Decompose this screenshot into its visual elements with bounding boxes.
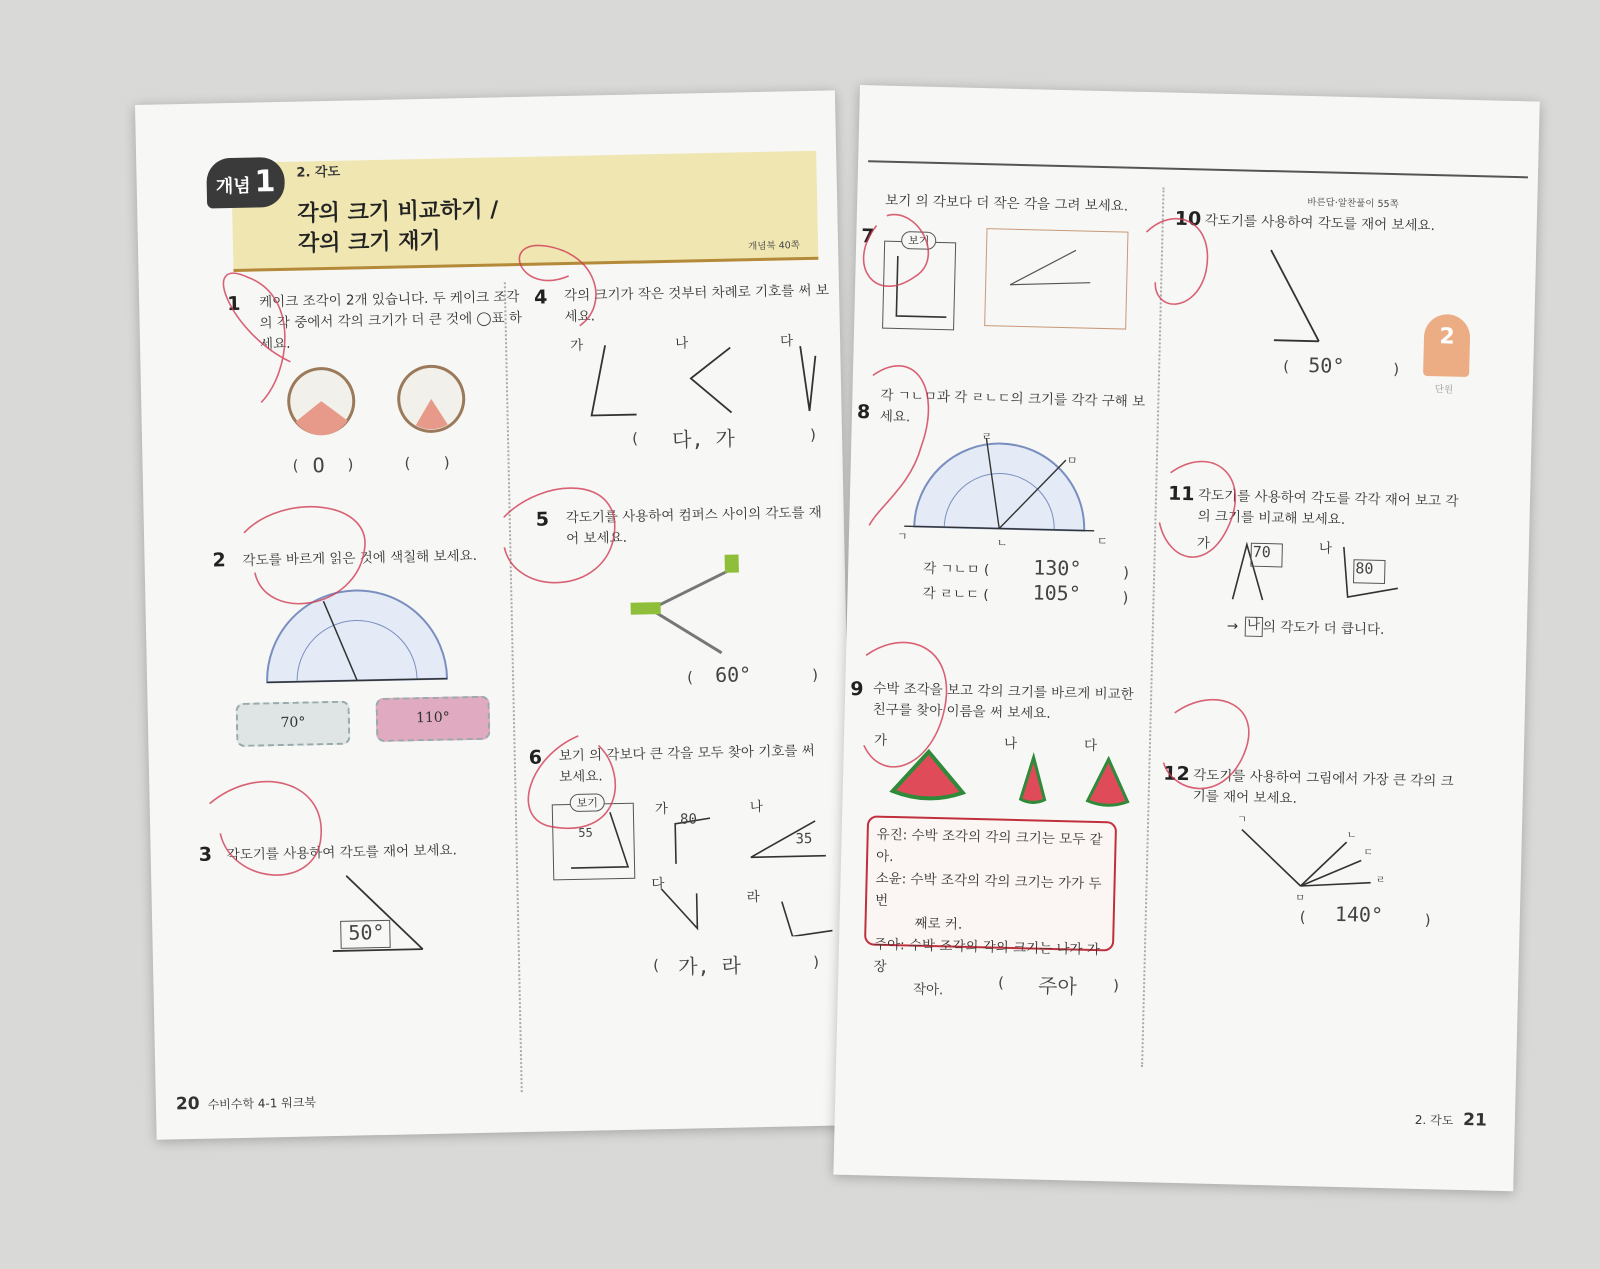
q11-number: 11: [1167, 482, 1195, 506]
q6-label-da: 다: [651, 876, 665, 893]
q5-text-2: 어 보세요.: [566, 529, 628, 548]
q9-text-2: 친구를 찾아 이름을 써 보세요.: [872, 701, 1051, 722]
right-page: 바른답·알찬풀이 55쪽 7 보기 의 각보다 더 작은 각을 그려 보세요. 보기 8 각 ㄱㄴㅁ과 각 ㄹㄴㄷ의 크기를 각각 구해 보 세요. ㄹ ㅁ ㄱ ㄴ ㄷ 각 ㄱㄴㅁ ( 130° ) 각 ㄹㄴㄷ ( 105° ) 9 수박 조각을 보고 각의 크기를 바르게 비교한 친구를 찾아 이름을 써 보세요. 가 나 다 유진: 수박 조각의 각의 크기는 모두 같아. 소윤: 수박 조각의 각의 크기는 가가 두 번 째로 커. 주아: 수박 조각의 각의 크기는 나가 가장 작아. ( 주아 ) 10 각도기를 사용하여 각도를 재어 보세요. ( 50° ) 11 각도기를 사용하여 각도를 각각 재어 보고 각 의 크기를 비교해 보세요. 가 나 70 80 → 나 의 각도가 더 큽니다. 12 각도기를 사용하여 그림에서 가장 큰 각의 크 기를 재어 보세요. ㄱ ㄴ ㄷ ㄹ ㅁ ( 140° ) 2 단원 2. 각도 21: [833, 85, 1539, 1191]
q1-answer-paren-2: ( ): [404, 453, 450, 473]
q8-point-mieum: ㅁ: [1066, 454, 1078, 468]
q7-number: 7: [861, 225, 875, 248]
q10-answer: 50°: [1307, 353, 1345, 378]
chapter-label: 2. 각도: [296, 164, 341, 181]
q4-text-2: 세요.: [564, 308, 596, 326]
q11-label-ga: 가: [1196, 535, 1211, 552]
q2-option-70[interactable]: 70°: [236, 701, 351, 747]
q6-mark-35: 35: [795, 830, 813, 848]
q1-text-3: 세요.: [259, 335, 291, 353]
book-title: 수비수학 4-1 워크북: [207, 1095, 317, 1112]
q12-point-rieul: ㄹ: [1375, 874, 1386, 887]
left-page: 개념 1 2. 각도 각의 크기 비교하기 / 각의 크기 재기 개념북 40쪽 1 케이크 조각이 2개 있습니다. 두 케이크 조각 의 각 중에서 각의 크기가 더 큰 것에 ◯표 하 세요. ( O ) ( ) 2 각도를 바르게 읽은 것에 색칠해 보세요. 70° 110° 3 각도기를 사용하여 각도를 재어 보세요. 50° 4 각의 크기가 작은 것부터 차례로 기호를 써 보 세요. 가 나 다 ( 다, 가 ) 5 각도기를 사용하여 컴퍼스 사이의 각도를 재 어 보세요. ( 60° ) 6 보기 의 각보다 큰 각을 모두 찾아 기호를 써 보세요. 보기 55 가 나 다 라 80 35 ( 가, 라 ) 20 수비수학 4-1 워크북: [135, 90, 857, 1139]
q8-answer-2: 105°: [1032, 580, 1082, 606]
q4-answer: 다, 가: [671, 426, 736, 452]
q6-text-2: 보세요.: [559, 768, 603, 786]
q4-label-da: 다: [779, 333, 794, 350]
q8-point-giyeok: ㄱ: [896, 530, 908, 544]
q12-number: 12: [1162, 762, 1190, 786]
right-page-number: 21: [1462, 1110, 1488, 1131]
q11-result-text: 의 각도가 더 큽니다.: [1262, 619, 1385, 638]
badge-word: 개념: [215, 175, 251, 198]
q6-bogi-angle-value: 55: [578, 825, 593, 840]
q1-answer: O: [312, 453, 325, 478]
q4-number: 4: [533, 286, 548, 309]
q9-jua-cont: 작아.: [912, 981, 944, 999]
q9-yujin: 유진: 수박 조각의 각의 크기는 모두 같아.: [875, 826, 1103, 866]
q8-text-2: 세요.: [879, 408, 911, 426]
q11-text-2: 의 크기를 비교해 보세요.: [1197, 508, 1346, 528]
page-title-line2: 각의 크기 재기: [297, 228, 442, 257]
q8-number: 8: [856, 401, 871, 424]
q12-point-mieum: ㅁ: [1295, 892, 1306, 905]
q8-row-1: 각 ㄱㄴㅁ (: [923, 560, 990, 579]
q5-number: 5: [535, 508, 550, 531]
q6-mark-80: 80: [679, 811, 698, 828]
q12-point-giyeok: ㄱ: [1237, 814, 1247, 826]
badge-number: 1: [254, 164, 276, 200]
q9-soyun-cont: 째로 커.: [914, 915, 963, 933]
q7-bogi-tag: 보기: [901, 231, 937, 250]
q12-point-nieun: ㄴ: [1346, 830, 1357, 842]
q2-number: 2: [212, 549, 227, 572]
left-footer: [176, 1091, 316, 1114]
q11-answer-b: 80: [1355, 559, 1374, 578]
q11-label-na: 나: [1318, 540, 1333, 557]
q3-number: 3: [198, 843, 213, 866]
red-pencil-marks: [135, 90, 857, 1139]
q12-answer: 140°: [1334, 901, 1384, 928]
q6-label-na: 나: [749, 799, 764, 816]
q9-soyun: 소윤: 수박 조각의 각의 크기는 가가 두 번: [874, 870, 1102, 909]
q8-point-rieul: ㄹ: [981, 430, 993, 444]
red-pencil-marks: [833, 85, 1539, 1191]
q1-text-1: 케이크 조각이 2개 있습니다. 두 케이크 조각: [258, 288, 520, 311]
q11-arrow: →: [1226, 618, 1239, 635]
q1-text-2: 의 각 중에서 각의 크기가 더 큰 것에 ◯표 하: [259, 309, 523, 332]
q5-answer: 60°: [714, 662, 752, 687]
q8-point-nieun: ㄴ: [996, 536, 1008, 550]
left-page-number: 20: [175, 1093, 200, 1115]
q4-label-ga: 가: [569, 337, 584, 354]
q9-label-ga: 가: [873, 732, 888, 749]
q4-label-na: 나: [674, 335, 689, 352]
q12-text-1: 각도기를 사용하여 그림에서 가장 큰 각의 크: [1193, 767, 1454, 790]
q1-answer-paren-1: (: [292, 456, 299, 475]
q8-row-2: 각 ㄹㄴㄷ (: [922, 585, 989, 604]
answer-reference: 바른답·알찬풀이 55쪽: [1307, 196, 1399, 211]
q12-point-digeut: ㄷ: [1363, 847, 1374, 859]
q6-label-ra: 라: [746, 889, 760, 906]
q9-answer: 주아: [1037, 973, 1077, 999]
q9-label-da: 다: [1083, 737, 1098, 754]
q3-answer: 50°: [348, 919, 385, 945]
q6-label-ga: 가: [654, 800, 669, 818]
tab-label: 단원: [1434, 384, 1454, 396]
tab-number: 2: [1439, 324, 1455, 350]
right-footer: [1415, 1109, 1495, 1131]
q8-answer-1: 130°: [1032, 555, 1082, 581]
reference-note: 개념북 40쪽: [747, 240, 801, 253]
q1-number: 1: [226, 292, 241, 316]
q11-result-choice: 나: [1246, 616, 1261, 633]
q11-text-1: 각도기를 사용하여 각도를 각각 재어 보고 각: [1197, 487, 1459, 510]
q2-option-110[interactable]: 110°: [375, 696, 490, 742]
q4-text-1: 각의 크기가 작은 것부터 차례로 기호를 써 보: [563, 282, 829, 305]
q5-text-1: 각도기를 사용하여 컴퍼스 사이의 각도를 재: [565, 504, 823, 527]
q10-number: 10: [1174, 207, 1202, 231]
q3-text: 각도기를 사용하여 각도를 재어 보세요.: [226, 842, 457, 864]
q6-answer: 가, 라: [677, 953, 742, 979]
q9-label-na: 나: [1003, 735, 1018, 753]
page-title-line1: 각의 크기 비교하기 /: [297, 197, 499, 227]
q9-number: 9: [849, 677, 864, 701]
q6-bogi-tag: 보기: [570, 793, 606, 812]
q12-text-2: 기를 재어 보세요.: [1192, 788, 1298, 807]
q9-text-1: 수박 조각을 보고 각의 크기를 바르게 비교한: [873, 680, 1134, 703]
q11-answer-a: 70: [1252, 542, 1271, 562]
footer-chapter: 2. 각도: [1414, 1112, 1454, 1128]
q10-text: 각도기를 사용하여 각도를 재어 보세요.: [1204, 212, 1436, 235]
q8-point-digeut: ㄷ: [1096, 534, 1108, 549]
q7-text: 보기 의 각보다 더 작은 각을 그려 보세요.: [884, 192, 1129, 215]
q6-text-1: 보기 의 각보다 큰 각을 모두 찾아 기호를 써: [558, 742, 815, 765]
q9-jua: 주아: 수박 조각의 각의 크기는 나가 가장: [873, 936, 1101, 975]
q2-text: 각도를 바르게 읽은 것에 색칠해 보세요.: [242, 547, 478, 569]
q8-text-1: 각 ㄱㄴㅁ과 각 ㄹㄴㄷ의 크기를 각각 구해 보: [880, 387, 1146, 411]
q6-number: 6: [528, 746, 543, 769]
